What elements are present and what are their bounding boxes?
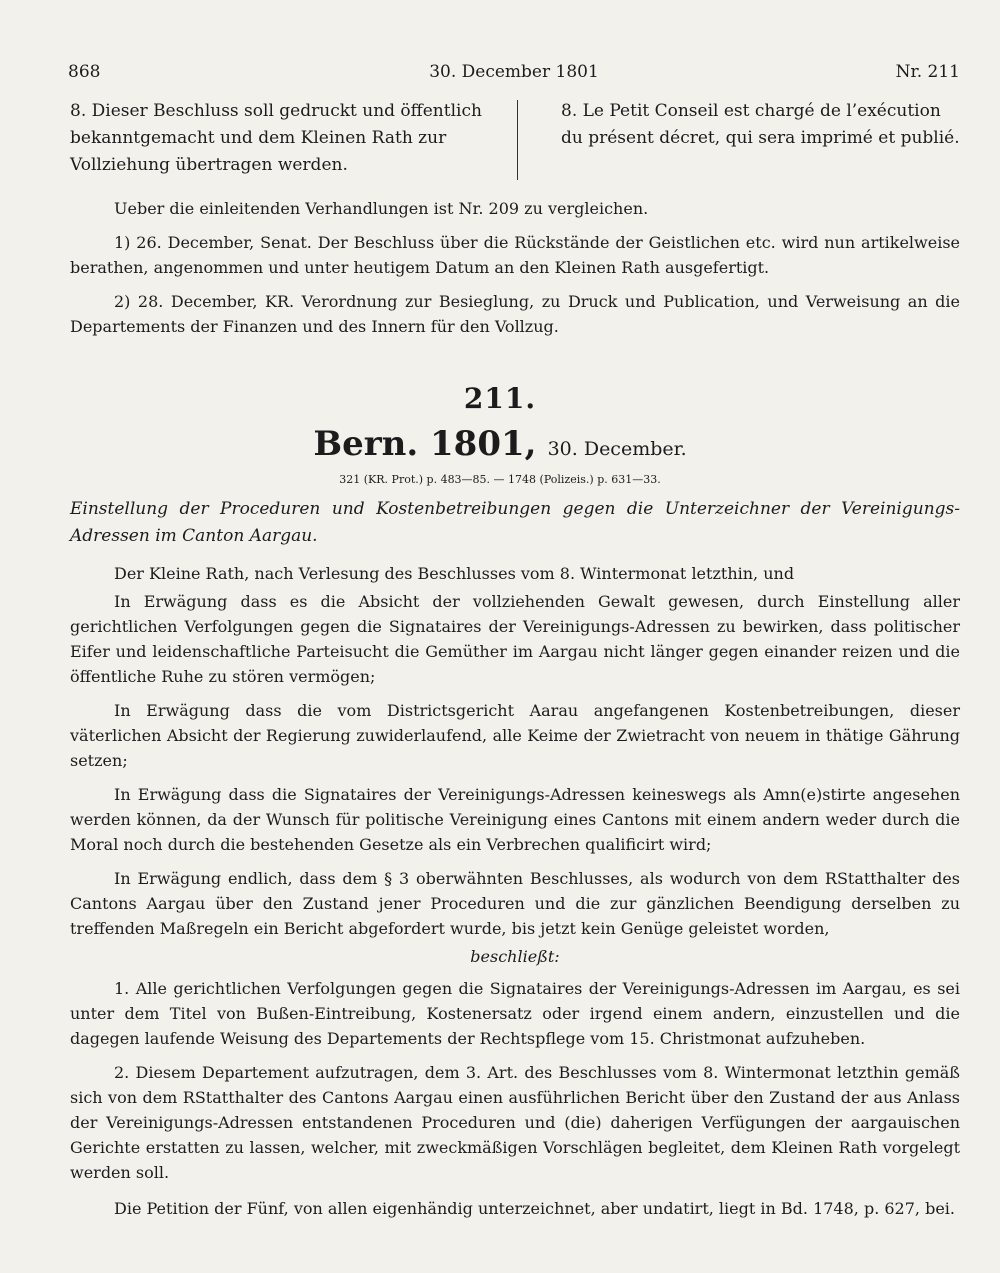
article-sources: 321 (KR. Prot.) p. 483—85. — 1748 (Polizeis.) p. 631—33. — [339, 473, 661, 486]
paragraph-consideration-2: In Erwägung dass die vom Districtsgericht Aarau angefangenen Kostenbetreibungen, dieser väterlichen Absicht der Regierung zuwiderlaufend, alle Keime der Zwietracht von neuem in thätige Gährung setzen; — [70, 701, 960, 770]
article-date: 30. December. — [547, 438, 687, 460]
paragraph-consideration-4: In Erwägung endlich, dass dem § 3 oberwähnten Beschlusses, als wodurch von dem RStatthalter des Cantons Aargau über den Zustand jener Proceduren und die zur gänzlichen Beendigung derselben zu treffenden Maßregeln ein Bericht abgefordert wurde, bis jetzt kein Genüge geleistet worden, — [70, 869, 960, 938]
article-number: 211. — [463, 382, 537, 415]
paragraph-consideration-3: In Erwägung dass die Signataires der Vereinigungs-Adressen keineswegs als Amn(e)stirte angesehen werden können, da der Wunsch für politische Vereinigung eines Cantons mit einem andern weder durch die Moral noch durch die bestehenden Gesetze als ein Verbrechen qualificirt wird; — [70, 785, 960, 854]
french-column: 8. Le Petit Conseil est chargé de l’exécution du présent décret, qui sera imprimé et publié. — [561, 101, 960, 148]
paragraph-preamble: Der Kleine Rath, nach Verlesung des Beschlusses vom 8. Wintermonat letzthin, und — [114, 564, 795, 583]
paragraph-consideration-1: In Erwägung dass es die Absicht der vollziehenden Gewalt gewesen, durch Einstellung aller gerichtlichen Verfolgungen gegen die Signataires der Vereinigungs-Adressen zu bewirken, dass politischer Eifer und leidenschaftliche Parteisucht die Gemüther im Aargau nicht länger gegen einander reizen und die öffentliche Ruhe zu stören vermögen; — [70, 592, 960, 686]
article-body — [70, 561, 960, 1221]
notes-item-1: 1) 26. December, Senat. Der Beschluss über die Rückstände der Geistlichen etc. wird nun artikelweise berathen, angenommen und unter heutigem Datum an den Kleinen Rath ausgefertigt. — [70, 233, 960, 277]
procedural-notes — [70, 196, 960, 339]
article-subject: Einstellung der Proceduren und Kostenbetreibungen gegen die Unterzeichner der Vereinigungs-Adressen im Canton Aargau. — [70, 499, 960, 546]
article-place-date — [0, 424, 1000, 464]
resolution-2: 2. Diesem Departement aufzutragen, dem 3. Art. des Beschlusses vom 8. Wintermonat letzthin gemäß sich von dem RStatthalter des Cantons Aargau einen ausführlichen Bericht über den Zustand der aus Anlass der Vereinigungs-Adressen entstandenen Proceduren und (die) daherigen Verfügungen der aargauischen Gerichte erstatten zu lassen, welcher, mit zweckmäßigen Vorschlägen begleitet, dem Kleinen Rath vorgelegt werden soll. — [70, 1063, 960, 1182]
resolution-1: 1. Alle gerichtlichen Verfolgungen gegen die Signataires der Vereinigungs-Adressen im Aargau, es sei unter dem Titel von Bußen-Eintreibung, Kostenersatz oder irgend einem andern, einzustellen und die dagegen laufende Weisung des Departements der Rechtspflege vom 15. Christmonat aufzuheben. — [70, 979, 960, 1048]
bilingual-columns — [70, 98, 960, 184]
header-date: 30. December 1801 — [429, 62, 599, 82]
column-divider — [517, 100, 518, 180]
resolution-heading: beschließt: — [470, 947, 560, 966]
footnote: Die Petition der Fünf, von allen eigenhändig unterzeichnet, aber undatirt, liegt in Bd. 1748, p. 627, bei. — [114, 1199, 955, 1218]
page-header — [68, 62, 960, 86]
notes-intro: Ueber die einleitenden Verhandlungen ist Nr. 209 zu vergleichen. — [114, 199, 649, 218]
page-number: 868 — [68, 62, 101, 82]
german-column: 8. Dieser Beschluss soll gedruckt und öffentlich bekanntgemacht und dem Kleinen Rath zur Vollziehung übertragen werden. — [70, 101, 482, 175]
header-document-number: Nr. 211 — [895, 62, 960, 82]
notes-item-2: 2) 28. December, KR. Verordnung zur Besieglung, zu Druck und Publication, und Verweisung an die Departements der Finanzen und des Innern für den Vollzug. — [70, 292, 960, 336]
article-place: Bern. 1801, — [313, 424, 537, 464]
